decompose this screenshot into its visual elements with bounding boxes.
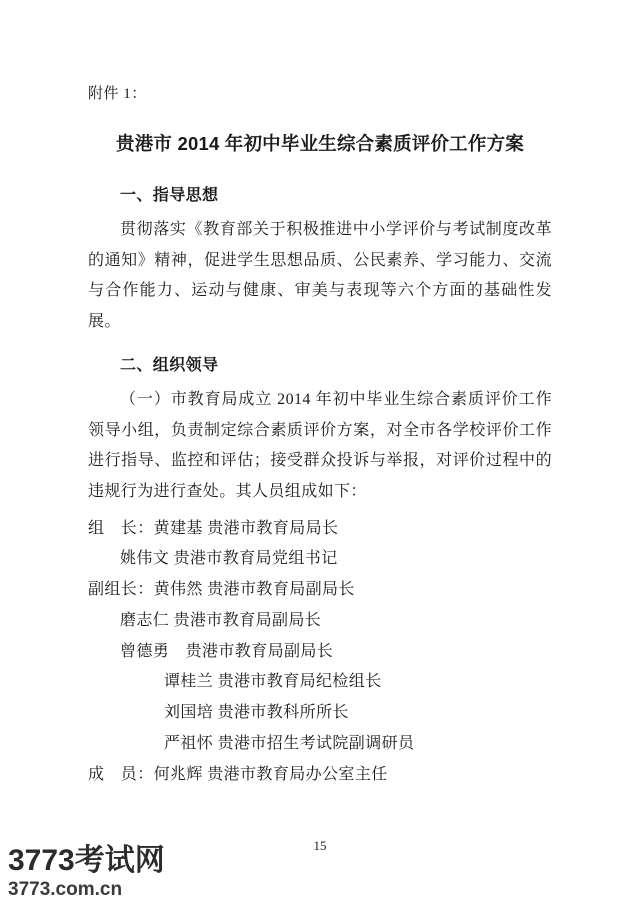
roster-role: 副组长： [88, 581, 154, 599]
page-title: 贵港市 2014 年初中毕业生综合素质评价工作方案 [116, 133, 524, 154]
document-body [88, 82, 552, 790]
roster-name: 谭桂兰 [164, 673, 214, 691]
roster-row [88, 606, 552, 637]
roster-role: 成 员： [88, 765, 154, 783]
attachment-label: 附件 1： [88, 86, 147, 102]
roster-title: 贵港市教育局纪检组长 [217, 673, 382, 691]
roster-row [88, 698, 552, 729]
watermark [8, 845, 165, 900]
roster-name: 严祖怀 [164, 734, 214, 752]
roster-row [88, 667, 552, 698]
roster-title: 贵港市教育局副局长 [173, 611, 322, 629]
roster-row [88, 544, 552, 575]
roster-row [88, 729, 552, 760]
paragraph-guiding-ideology: 贯彻落实《教育部关于积极推进中小学评价与考试制度改革的通知》精神，促进学生思想品质、公民素养、学习能力、交流与合作能力、运动与健康、审美与表现等六个方面的基础性发展。 [88, 221, 552, 331]
roster-name: 姚伟文 [120, 550, 170, 568]
roster-row [88, 514, 552, 545]
roster-title: 贵港市招生考试院副调研员 [217, 734, 415, 752]
roster-name: 黄伟然 [153, 581, 203, 599]
roster-row [88, 760, 552, 791]
roster-name: 刘国培 [164, 704, 214, 722]
roster-title: 贵港市教育局副局长 [185, 642, 334, 660]
paragraph-organization: （一）市教育局成立 2014 年初中毕业生综合素质评价工作领导小组，负责制定综合素质评价方案，对全市各学校评价工作进行指导、监控和评估；接受群众投诉与举报，对评价过程中的违规行为进行查处。其人员组成如下： [88, 390, 552, 501]
roster-title: 贵港市教育局副局长 [207, 581, 355, 599]
page-number: 15 [313, 838, 327, 853]
roster-name: 曾德勇 [120, 642, 170, 660]
roster-title: 贵港市教科所所长 [217, 704, 349, 722]
section-heading-organization: 二、组织领导 [120, 356, 219, 374]
roster-row [88, 637, 552, 668]
roster-title: 贵港市教育局党组书记 [173, 550, 338, 568]
roster-name: 磨志仁 [120, 611, 170, 629]
section-heading-guiding-ideology: 一、指导思想 [120, 187, 219, 204]
roster-list [88, 514, 552, 790]
roster-title: 贵港市教育局办公室主任 [207, 765, 388, 783]
roster-name: 黄建基 [153, 519, 203, 537]
roster-row [88, 575, 552, 606]
roster-title: 贵港市教育局局长 [207, 519, 339, 537]
roster-name: 何兆辉 [153, 765, 203, 783]
watermark-site-name: 3773考试网 [8, 844, 165, 877]
roster-role: 组 长： [88, 519, 154, 537]
watermark-site-url: 3773.com.cn [8, 878, 123, 900]
